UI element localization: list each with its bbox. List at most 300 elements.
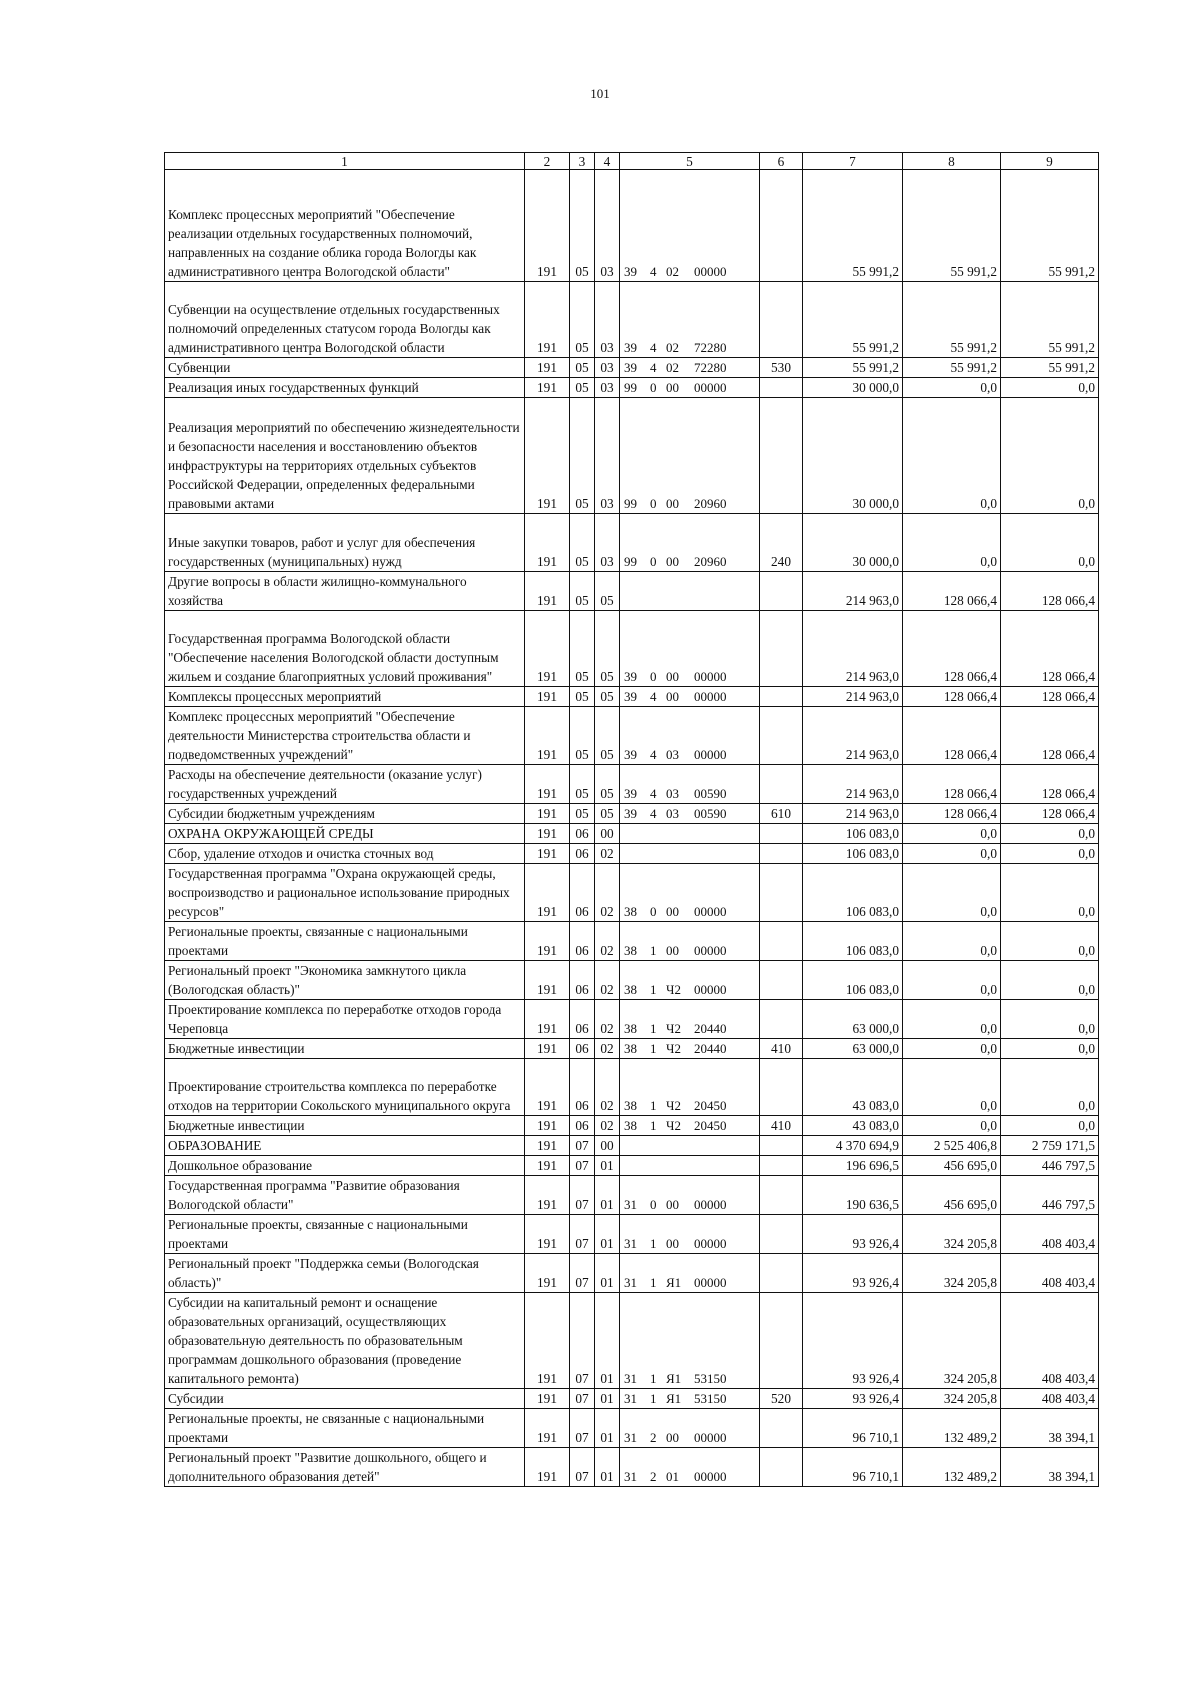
row-code-4: 05 — [595, 611, 620, 687]
code-5-type: 4 — [650, 806, 657, 821]
row-code-4: 05 — [595, 765, 620, 804]
code-5-structure: Ч2 — [666, 1021, 681, 1036]
code-5-direction: 72280 — [694, 360, 727, 375]
row-code-4: 01 — [595, 1254, 620, 1293]
table-row — [165, 1136, 1099, 1156]
code-5-structure: Я1 — [666, 1391, 682, 1406]
row-amount-8: 0,0 — [903, 844, 1001, 864]
row-code-5 — [620, 611, 760, 687]
code-5-type: 4 — [650, 786, 657, 801]
table-header-row — [165, 153, 1099, 170]
row-code-6: 410 — [760, 1039, 803, 1059]
row-code-6 — [760, 922, 803, 961]
row-code-2: 191 — [525, 378, 570, 398]
code-5-program: 39 — [624, 747, 637, 762]
row-code-2: 191 — [525, 514, 570, 572]
code-5-direction: 00000 — [694, 669, 727, 684]
table-row — [165, 282, 1099, 358]
row-code-3: 05 — [570, 358, 595, 378]
row-code-5 — [620, 824, 760, 844]
code-5-program: 31 — [624, 1430, 637, 1445]
row-amount-7: 106 083,0 — [803, 824, 903, 844]
code-5-parts — [620, 262, 759, 281]
row-amount-8: 0,0 — [903, 1000, 1001, 1039]
code-5-type: 1 — [650, 1098, 657, 1113]
row-code-2: 191 — [525, 707, 570, 765]
row-code-6 — [760, 1000, 803, 1039]
code-5-type: 4 — [650, 689, 657, 704]
row-code-6 — [760, 1215, 803, 1254]
row-code-4: 00 — [595, 1136, 620, 1156]
row-code-4: 01 — [595, 1215, 620, 1254]
row-amount-9: 0,0 — [1001, 922, 1099, 961]
code-5-structure: 00 — [666, 1197, 679, 1212]
code-5-type: 0 — [650, 380, 657, 395]
row-name: Комплекс процессных мероприятий "Обеспечение реализации отдельных государственных полномочий, направленных на создание облика города Вологды как административного центра Вологодской области" — [165, 170, 525, 282]
row-code-5 — [620, 1448, 760, 1487]
row-name: Реализация иных государственных функций — [165, 378, 525, 398]
row-amount-8: 324 205,8 — [903, 1389, 1001, 1409]
code-5-structure: 00 — [666, 554, 679, 569]
row-amount-9: 408 403,4 — [1001, 1254, 1099, 1293]
row-code-3: 07 — [570, 1389, 595, 1409]
code-5-type: 4 — [650, 340, 657, 355]
row-amount-8: 128 066,4 — [903, 765, 1001, 804]
row-amount-8: 2 525 406,8 — [903, 1136, 1001, 1156]
row-code-3: 05 — [570, 572, 595, 611]
code-5-program: 38 — [624, 1021, 637, 1036]
row-amount-7: 214 963,0 — [803, 707, 903, 765]
code-5-direction: 00000 — [694, 904, 727, 919]
table-row — [165, 1215, 1099, 1254]
row-amount-9: 408 403,4 — [1001, 1293, 1099, 1389]
row-name: Проектирование строительства комплекса по переработке отходов на территории Сокольского муниципального округа — [165, 1059, 525, 1116]
table-row — [165, 864, 1099, 922]
row-code-5 — [620, 378, 760, 398]
row-code-6 — [760, 1176, 803, 1215]
code-5-direction: 53150 — [694, 1391, 727, 1406]
row-amount-8: 0,0 — [903, 1039, 1001, 1059]
row-code-4: 03 — [595, 358, 620, 378]
row-amount-7: 55 991,2 — [803, 170, 903, 282]
row-code-2: 191 — [525, 1293, 570, 1389]
row-code-3: 07 — [570, 1215, 595, 1254]
code-5-parts — [620, 1428, 759, 1447]
code-5-type: 4 — [650, 360, 657, 375]
row-code-2: 191 — [525, 1254, 570, 1293]
code-5-program: 38 — [624, 982, 637, 997]
row-code-6: 520 — [760, 1389, 803, 1409]
row-amount-9: 408 403,4 — [1001, 1215, 1099, 1254]
row-code-2: 191 — [525, 282, 570, 358]
row-code-4: 02 — [595, 864, 620, 922]
row-code-6 — [760, 707, 803, 765]
row-amount-7: 214 963,0 — [803, 687, 903, 707]
row-name: Региональный проект "Экономика замкнутого цикла (Вологодская область)" — [165, 961, 525, 1000]
row-amount-8: 456 695,0 — [903, 1156, 1001, 1176]
code-5-structure: 00 — [666, 496, 679, 511]
row-code-2: 191 — [525, 1000, 570, 1039]
row-code-2: 191 — [525, 572, 570, 611]
table-row — [165, 961, 1099, 1000]
row-code-4: 05 — [595, 804, 620, 824]
row-name: Субвенции — [165, 358, 525, 378]
row-name: Государственная программа Вологодской области "Обеспечение населения Вологодской области доступным жильем и создание благоприятных условий проживания" — [165, 611, 525, 687]
row-code-5 — [620, 1254, 760, 1293]
row-code-4: 03 — [595, 514, 620, 572]
table-row — [165, 1409, 1099, 1448]
row-name: Дошкольное образование — [165, 1156, 525, 1176]
header-cell: 6 — [760, 153, 803, 170]
row-code-5 — [620, 765, 760, 804]
row-code-2: 191 — [525, 1136, 570, 1156]
row-code-4: 01 — [595, 1409, 620, 1448]
code-5-structure: Я1 — [666, 1371, 682, 1386]
code-5-type: 1 — [650, 982, 657, 997]
table-row — [165, 765, 1099, 804]
code-5-direction: 53150 — [694, 1371, 727, 1386]
table-row — [165, 804, 1099, 824]
page-number: 101 — [590, 86, 610, 101]
code-5-program: 99 — [624, 554, 637, 569]
code-5-parts — [620, 667, 759, 686]
code-5-program: 39 — [624, 689, 637, 704]
code-5-type: 4 — [650, 264, 657, 279]
row-code-5 — [620, 804, 760, 824]
row-name: Государственная программа "Охрана окружающей среды, воспроизводство и рациональное использование природных ресурсов" — [165, 864, 525, 922]
code-5-type: 1 — [650, 943, 657, 958]
code-5-program: 38 — [624, 1098, 637, 1113]
row-code-2: 191 — [525, 1389, 570, 1409]
row-amount-7: 106 083,0 — [803, 961, 903, 1000]
row-amount-8: 0,0 — [903, 864, 1001, 922]
row-amount-7: 30 000,0 — [803, 398, 903, 514]
row-name: Региональные проекты, не связанные с национальными проектами — [165, 1409, 525, 1448]
header-cell: 3 — [570, 153, 595, 170]
row-amount-7: 63 000,0 — [803, 1000, 903, 1039]
table-row — [165, 1293, 1099, 1389]
row-code-4: 05 — [595, 707, 620, 765]
row-amount-7: 30 000,0 — [803, 378, 903, 398]
row-amount-8: 132 489,2 — [903, 1448, 1001, 1487]
code-5-parts — [620, 1467, 759, 1486]
row-code-3: 06 — [570, 1059, 595, 1116]
code-5-parts — [620, 1039, 759, 1058]
row-code-5 — [620, 707, 760, 765]
row-amount-7: 93 926,4 — [803, 1389, 903, 1409]
code-5-parts — [620, 902, 759, 921]
code-5-program: 31 — [624, 1391, 637, 1406]
row-code-2: 191 — [525, 1176, 570, 1215]
row-code-6: 410 — [760, 1116, 803, 1136]
row-amount-8: 324 205,8 — [903, 1293, 1001, 1389]
row-code-6 — [760, 1448, 803, 1487]
row-code-5 — [620, 864, 760, 922]
row-name: Сбор, удаление отходов и очистка сточных вод — [165, 844, 525, 864]
row-amount-7: 63 000,0 — [803, 1039, 903, 1059]
row-code-4: 02 — [595, 922, 620, 961]
row-code-2: 191 — [525, 358, 570, 378]
row-code-6 — [760, 398, 803, 514]
row-amount-7: 214 963,0 — [803, 804, 903, 824]
code-5-structure: Ч2 — [666, 1098, 681, 1113]
row-amount-9: 55 991,2 — [1001, 358, 1099, 378]
budget-table — [164, 152, 1099, 1487]
row-code-3: 05 — [570, 282, 595, 358]
row-amount-9: 38 394,1 — [1001, 1409, 1099, 1448]
code-5-direction: 00000 — [694, 380, 727, 395]
code-5-program: 99 — [624, 496, 637, 511]
code-5-program: 38 — [624, 1118, 637, 1133]
row-amount-9: 0,0 — [1001, 1059, 1099, 1116]
code-5-program: 31 — [624, 1197, 637, 1212]
row-code-3: 06 — [570, 824, 595, 844]
row-name: Комплексы процессных мероприятий — [165, 687, 525, 707]
row-code-6 — [760, 824, 803, 844]
code-5-parts — [620, 941, 759, 960]
row-amount-8: 0,0 — [903, 1116, 1001, 1136]
code-5-direction: 20440 — [694, 1021, 727, 1036]
row-name: Субсидии — [165, 1389, 525, 1409]
row-amount-9: 128 066,4 — [1001, 687, 1099, 707]
row-amount-9: 0,0 — [1001, 398, 1099, 514]
code-5-direction: 00000 — [694, 1469, 727, 1484]
row-code-2: 191 — [525, 1039, 570, 1059]
code-5-type: 1 — [650, 1118, 657, 1133]
code-5-program: 31 — [624, 1236, 637, 1251]
row-code-3: 05 — [570, 765, 595, 804]
row-code-5 — [620, 922, 760, 961]
row-code-3: 07 — [570, 1254, 595, 1293]
row-code-2: 191 — [525, 611, 570, 687]
table-row — [165, 1039, 1099, 1059]
code-5-parts — [620, 804, 759, 823]
code-5-direction: 00000 — [694, 1236, 727, 1251]
code-5-direction: 20450 — [694, 1098, 727, 1113]
code-5-direction: 00000 — [694, 943, 727, 958]
row-code-2: 191 — [525, 765, 570, 804]
row-amount-9: 0,0 — [1001, 378, 1099, 398]
row-code-4: 01 — [595, 1448, 620, 1487]
row-code-2: 191 — [525, 1059, 570, 1116]
code-5-parts — [620, 745, 759, 764]
row-code-6 — [760, 1409, 803, 1448]
code-5-type: 0 — [650, 1197, 657, 1212]
code-5-type: 4 — [650, 747, 657, 762]
row-code-4: 01 — [595, 1293, 620, 1389]
code-5-structure: 01 — [666, 1469, 679, 1484]
table-row — [165, 1176, 1099, 1215]
row-code-3: 07 — [570, 1176, 595, 1215]
row-code-6 — [760, 572, 803, 611]
code-5-type: 1 — [650, 1021, 657, 1036]
row-code-6 — [760, 282, 803, 358]
row-name: ОХРАНА ОКРУЖАЮЩЕЙ СРЕДЫ — [165, 824, 525, 844]
code-5-type: 0 — [650, 554, 657, 569]
header-cell: 7 — [803, 153, 903, 170]
row-amount-7: 214 963,0 — [803, 611, 903, 687]
row-code-2: 191 — [525, 922, 570, 961]
row-code-4: 02 — [595, 844, 620, 864]
header-cell: 1 — [165, 153, 525, 170]
row-code-6 — [760, 1059, 803, 1116]
row-amount-7: 93 926,4 — [803, 1293, 903, 1389]
code-5-direction: 00000 — [694, 1430, 727, 1445]
row-code-4: 02 — [595, 1116, 620, 1136]
header-cell: 9 — [1001, 153, 1099, 170]
row-code-5 — [620, 1215, 760, 1254]
row-amount-8: 0,0 — [903, 961, 1001, 1000]
row-amount-8: 128 066,4 — [903, 707, 1001, 765]
table-row — [165, 611, 1099, 687]
row-code-5 — [620, 398, 760, 514]
row-code-4: 03 — [595, 282, 620, 358]
code-5-direction: 00590 — [694, 786, 727, 801]
row-amount-8: 456 695,0 — [903, 1176, 1001, 1215]
row-code-2: 191 — [525, 804, 570, 824]
row-name: Проектирование комплекса по переработке отходов города Череповца — [165, 1000, 525, 1039]
row-amount-7: 93 926,4 — [803, 1215, 903, 1254]
code-5-direction: 00590 — [694, 806, 727, 821]
code-5-structure: 02 — [666, 360, 679, 375]
code-5-parts — [620, 338, 759, 357]
row-code-5 — [620, 572, 760, 611]
row-code-3: 05 — [570, 378, 595, 398]
row-amount-9: 128 066,4 — [1001, 804, 1099, 824]
row-amount-9: 55 991,2 — [1001, 170, 1099, 282]
row-code-3: 05 — [570, 170, 595, 282]
row-amount-8: 128 066,4 — [903, 572, 1001, 611]
row-code-3: 07 — [570, 1448, 595, 1487]
row-amount-7: 96 710,1 — [803, 1409, 903, 1448]
row-amount-9: 0,0 — [1001, 1000, 1099, 1039]
row-code-3: 06 — [570, 922, 595, 961]
row-code-4: 02 — [595, 961, 620, 1000]
row-code-2: 191 — [525, 864, 570, 922]
code-5-program: 99 — [624, 380, 637, 395]
row-amount-7: 214 963,0 — [803, 572, 903, 611]
row-amount-8: 0,0 — [903, 398, 1001, 514]
table-row — [165, 844, 1099, 864]
row-code-6 — [760, 961, 803, 1000]
row-code-2: 191 — [525, 170, 570, 282]
code-5-parts — [620, 1116, 759, 1135]
row-code-5 — [620, 1176, 760, 1215]
table-row — [165, 824, 1099, 844]
row-amount-8: 0,0 — [903, 1059, 1001, 1116]
row-amount-8: 128 066,4 — [903, 804, 1001, 824]
row-code-3: 06 — [570, 864, 595, 922]
code-5-parts — [620, 552, 759, 571]
row-amount-7: 190 636,5 — [803, 1176, 903, 1215]
code-5-program: 39 — [624, 264, 637, 279]
row-code-4: 02 — [595, 1039, 620, 1059]
row-code-6 — [760, 687, 803, 707]
row-name: Другие вопросы в области жилищно-коммунального хозяйства — [165, 572, 525, 611]
code-5-parts — [620, 687, 759, 706]
row-amount-8: 0,0 — [903, 378, 1001, 398]
row-code-2: 191 — [525, 1409, 570, 1448]
code-5-program: 31 — [624, 1371, 637, 1386]
row-amount-7: 106 083,0 — [803, 922, 903, 961]
row-amount-8: 55 991,2 — [903, 170, 1001, 282]
row-amount-7: 96 710,1 — [803, 1448, 903, 1487]
row-code-6: 610 — [760, 804, 803, 824]
code-5-parts — [620, 980, 759, 999]
row-code-5 — [620, 1000, 760, 1039]
row-code-6 — [760, 864, 803, 922]
code-5-type: 1 — [650, 1041, 657, 1056]
code-5-parts — [620, 1273, 759, 1292]
code-5-program: 39 — [624, 806, 637, 821]
row-code-6 — [760, 765, 803, 804]
code-5-parts — [620, 378, 759, 397]
code-5-structure: 02 — [666, 264, 679, 279]
code-5-type: 1 — [650, 1371, 657, 1386]
code-5-direction: 20450 — [694, 1118, 727, 1133]
code-5-structure: 00 — [666, 904, 679, 919]
table-row — [165, 1000, 1099, 1039]
row-amount-8: 55 991,2 — [903, 358, 1001, 378]
row-amount-8: 324 205,8 — [903, 1215, 1001, 1254]
table-row — [165, 1448, 1099, 1487]
code-5-type: 0 — [650, 496, 657, 511]
row-code-6 — [760, 1156, 803, 1176]
row-code-4: 05 — [595, 687, 620, 707]
row-amount-7: 55 991,2 — [803, 358, 903, 378]
row-code-2: 191 — [525, 961, 570, 1000]
row-amount-9: 128 066,4 — [1001, 707, 1099, 765]
code-5-program: 39 — [624, 786, 637, 801]
row-code-5 — [620, 1059, 760, 1116]
row-amount-7: 43 083,0 — [803, 1116, 903, 1136]
code-5-parts — [620, 1369, 759, 1388]
code-5-direction: 20960 — [694, 496, 727, 511]
table-row — [165, 1254, 1099, 1293]
row-code-3: 06 — [570, 961, 595, 1000]
row-code-5 — [620, 1039, 760, 1059]
row-code-5 — [620, 844, 760, 864]
row-amount-9: 0,0 — [1001, 1116, 1099, 1136]
code-5-structure: 00 — [666, 689, 679, 704]
row-amount-7: 214 963,0 — [803, 765, 903, 804]
code-5-direction: 00000 — [694, 264, 727, 279]
row-code-6: 530 — [760, 358, 803, 378]
code-5-type: 0 — [650, 904, 657, 919]
header-cell: 4 — [595, 153, 620, 170]
code-5-structure: 02 — [666, 340, 679, 355]
row-amount-7: 43 083,0 — [803, 1059, 903, 1116]
row-code-5 — [620, 1293, 760, 1389]
row-code-3: 06 — [570, 1000, 595, 1039]
row-amount-9: 128 066,4 — [1001, 765, 1099, 804]
row-code-2: 191 — [525, 1215, 570, 1254]
row-code-6 — [760, 1293, 803, 1389]
code-5-type: 1 — [650, 1275, 657, 1290]
row-code-2: 191 — [525, 1448, 570, 1487]
row-code-2: 191 — [525, 398, 570, 514]
row-code-3: 05 — [570, 611, 595, 687]
table-row — [165, 1116, 1099, 1136]
code-5-parts — [620, 1096, 759, 1115]
code-5-type: 0 — [650, 669, 657, 684]
code-5-structure: 00 — [666, 380, 679, 395]
row-name: Расходы на обеспечение деятельности (оказание услуг) государственных учреждений — [165, 765, 525, 804]
row-code-2: 191 — [525, 1116, 570, 1136]
table-row — [165, 1156, 1099, 1176]
row-name: Региональный проект "Поддержка семьи (Вологодская область)" — [165, 1254, 525, 1293]
row-name: Региональные проекты, связанные с национальными проектами — [165, 922, 525, 961]
